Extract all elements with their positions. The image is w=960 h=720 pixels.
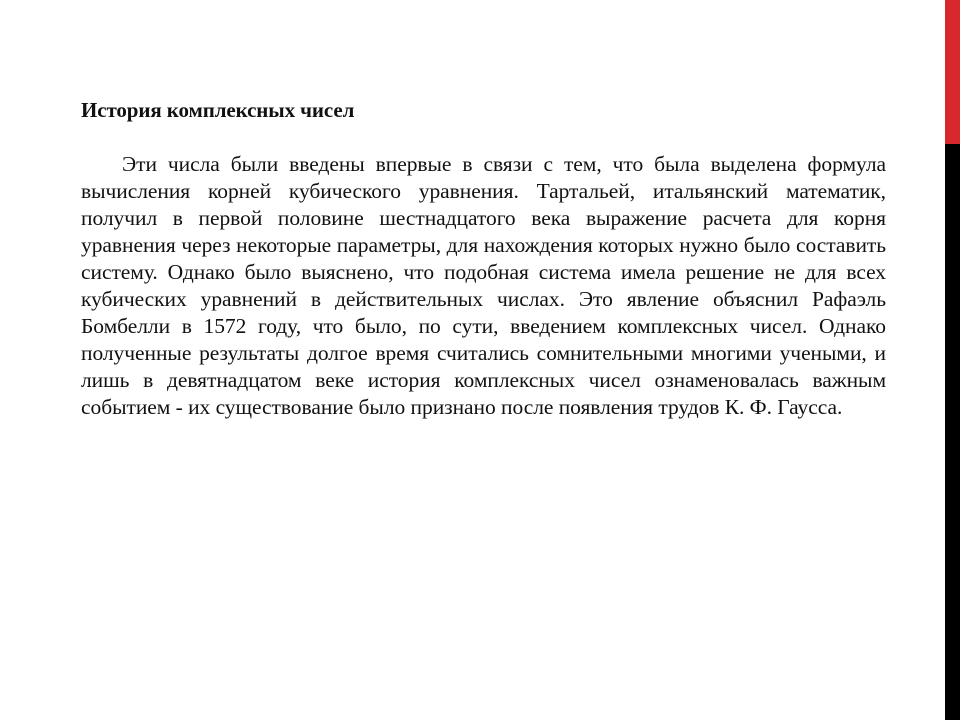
slide-content bbox=[81, 97, 886, 421]
slide-title: История комплексных чисел bbox=[81, 98, 355, 122]
decorative-side-bar bbox=[945, 0, 960, 720]
decorative-accent-block bbox=[945, 0, 960, 144]
body-paragraph: Эти числа были введены впервые в связи с тем, что была выделена формула вычисления корней кубического уравнения. Тартальей, итальянский математик, получил в первой половине шестнадцатого века выражение расчета для корня уравнения через некоторые параметры, для нахождения которых нужно было составить систему. Однако было выяснено, что подобная система имела решение не для всех кубических уравнений в действительных числах. Это явление объяснил Рафаэль Бомбелли в 1572 году, что было, по сути, введением комплексных чисел. Однако полученные результаты долгое время считались сомнительными многими учеными, и лишь в девятнадцатом веке история комплексных чисел ознаменовалась важным событием - их существование было признано после появления трудов К. Ф. Гаусса. bbox=[81, 152, 886, 419]
